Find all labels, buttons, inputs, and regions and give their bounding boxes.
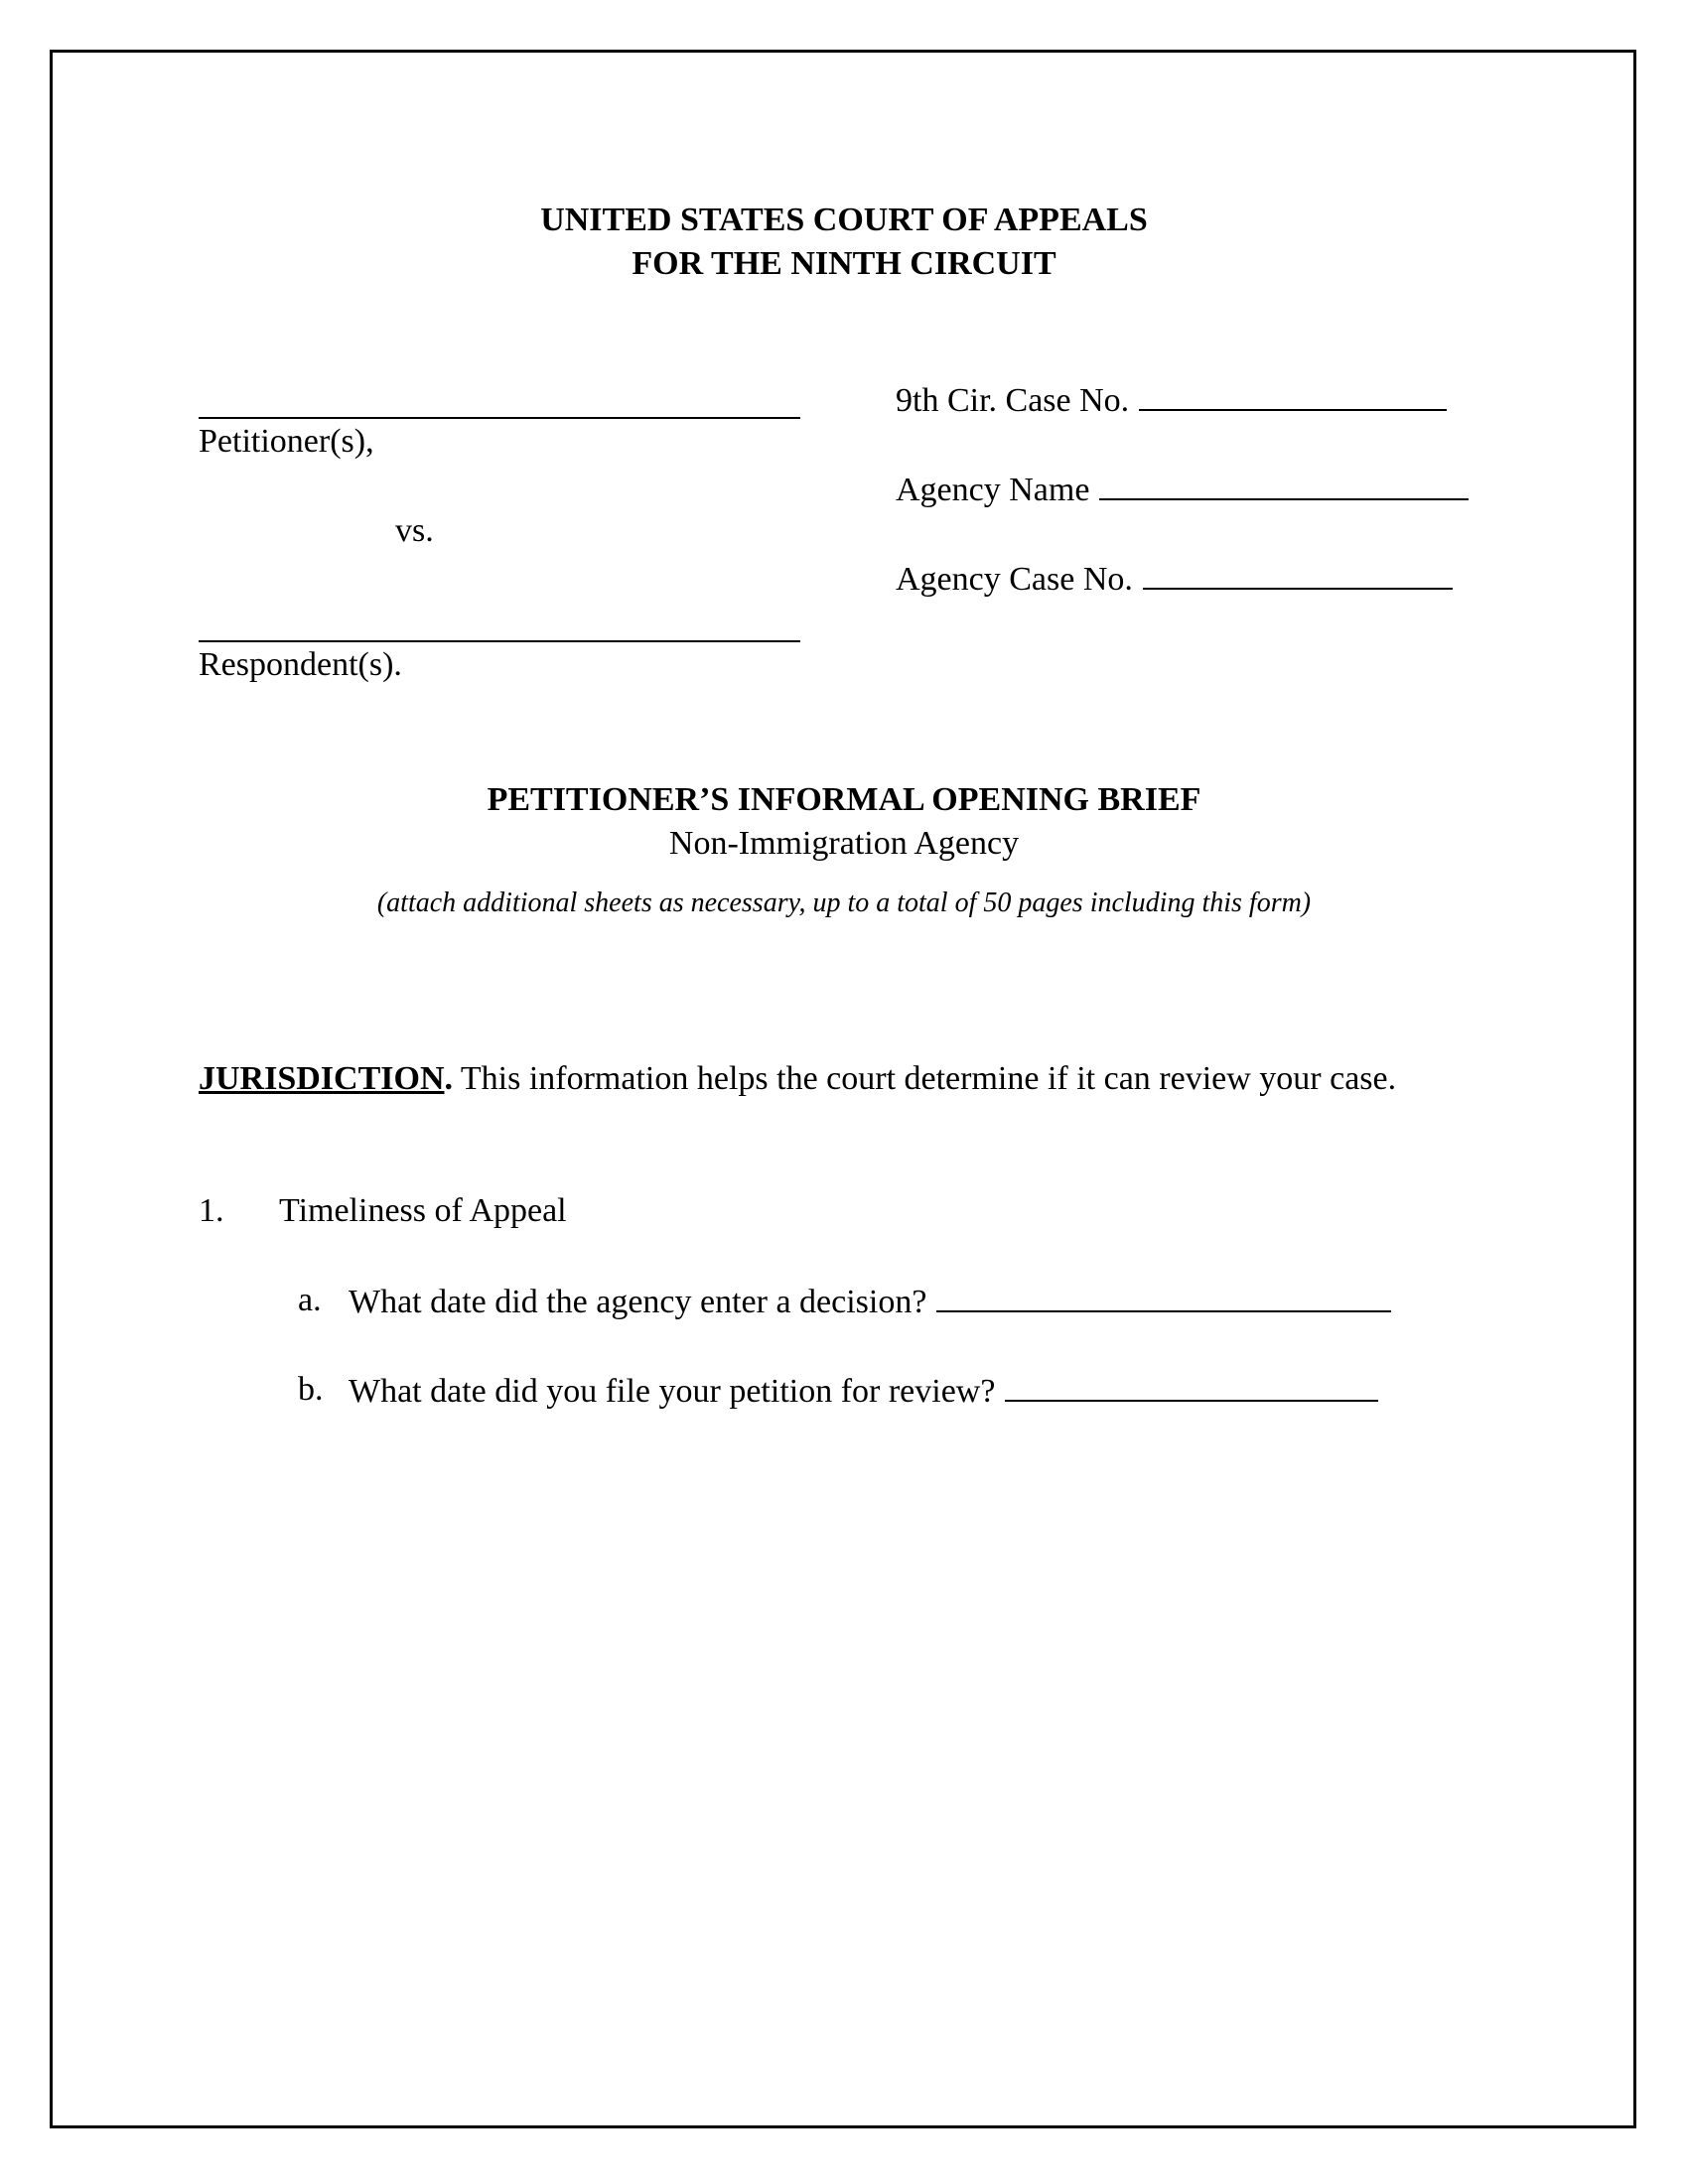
- cir-case-number-row: [896, 379, 1447, 421]
- agency-case-number-row: [896, 558, 1453, 600]
- cir-case-number-label: 9th Cir. Case No.: [896, 382, 1130, 419]
- petitioner-name-line[interactable]: [199, 417, 800, 419]
- question-1-title: Timeliness of Appeal: [279, 1192, 567, 1229]
- question-1a-row: [349, 1281, 1391, 1322]
- agency-name-field[interactable]: [1099, 469, 1469, 500]
- jurisdiction-heading-period: .: [444, 1060, 453, 1097]
- vs-label: vs.: [395, 512, 434, 549]
- agency-name-label: Agency Name: [896, 472, 1090, 508]
- cir-case-number-field[interactable]: [1139, 379, 1447, 411]
- respondent-label: Respondent(s).: [199, 646, 402, 683]
- brief-title: PETITIONER’S INFORMAL OPENING BRIEF: [487, 781, 1201, 818]
- court-name-line-2: FOR THE NINTH CIRCUIT: [632, 245, 1056, 282]
- agency-name-row: [896, 469, 1469, 510]
- agency-case-number-label: Agency Case No.: [896, 561, 1133, 598]
- agency-case-number-field[interactable]: [1143, 558, 1453, 590]
- court-name-line-1: UNITED STATES COURT OF APPEALS: [540, 202, 1148, 238]
- brief-subtitle: Non-Immigration Agency: [668, 825, 1020, 862]
- petition-filed-date-field[interactable]: [1005, 1370, 1378, 1402]
- question-1b-text: What date did you file your petition for review?: [349, 1373, 996, 1410]
- question-1a-marker: a.: [298, 1282, 322, 1318]
- question-1b-row: [349, 1370, 1378, 1412]
- petitioner-label: Petitioner(s),: [199, 423, 374, 460]
- jurisdiction-heading: JURISDICTION: [199, 1060, 445, 1097]
- question-1a-text: What date did the agency enter a decision?: [349, 1284, 927, 1320]
- question-1-number: 1.: [199, 1192, 224, 1229]
- question-1b-marker: b.: [298, 1371, 324, 1408]
- jurisdiction-paragraph: [199, 1056, 1489, 1102]
- respondent-name-line[interactable]: [199, 640, 800, 642]
- decision-date-field[interactable]: [936, 1281, 1391, 1312]
- jurisdiction-text: This information helps the court determine if it can review your case.: [453, 1060, 1397, 1097]
- brief-attachment-note: (attach additional sheets as necessary, up to a total of 50 pages including this form): [376, 887, 1312, 918]
